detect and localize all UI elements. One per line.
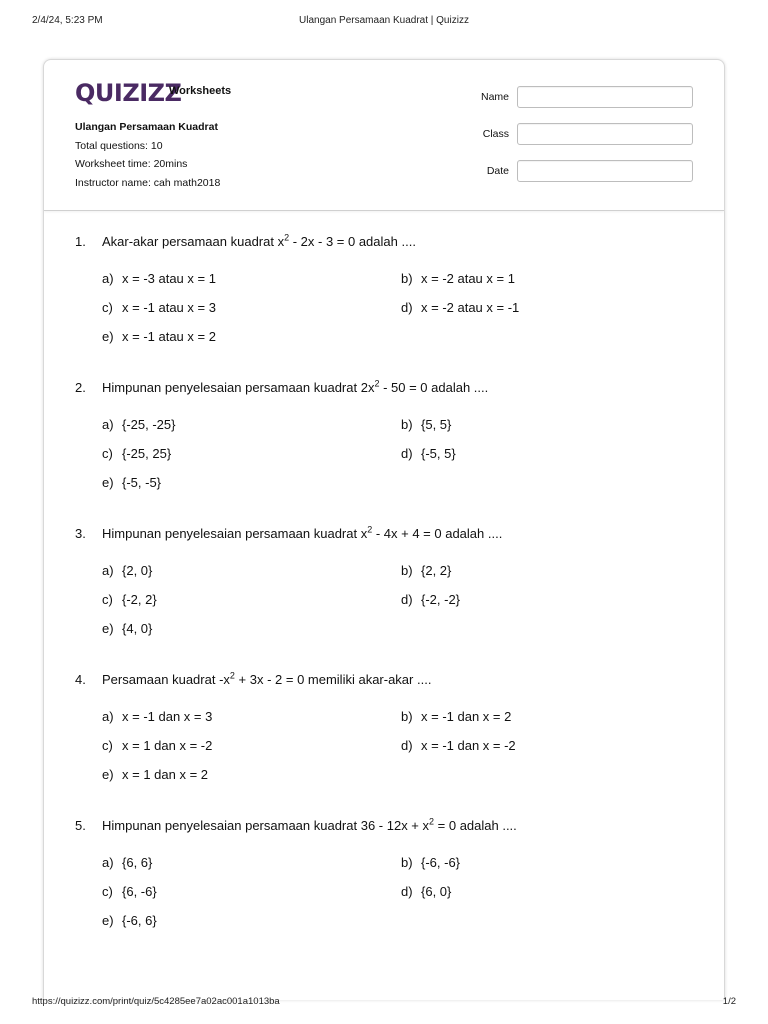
option-e: e) {4, 0} (102, 621, 153, 636)
print-page-number: 1/2 (722, 996, 736, 1007)
question-number: 2. (75, 380, 86, 395)
total-questions: Total questions: 10 (75, 139, 163, 152)
question-number: 5. (75, 818, 86, 833)
option-d: d) {6, 0} (401, 884, 452, 899)
option-a: a) x = -1 dan x = 3 (102, 709, 213, 724)
quizizz-logo (75, 80, 181, 106)
option-d: d) {-2, -2} (401, 592, 461, 607)
worksheet-sheet (43, 59, 725, 1000)
option-b: b) {-6, -6} (401, 855, 461, 870)
name-field[interactable] (517, 86, 693, 108)
logo-subtitle: Worksheets (169, 85, 232, 97)
print-page-title: Ulangan Persamaan Kuadrat | Quizizz (299, 15, 469, 26)
option-c: c) {-2, 2} (102, 592, 157, 607)
option-a: a) {6, 6} (102, 855, 153, 870)
class-field[interactable] (517, 123, 693, 145)
print-footer (32, 996, 736, 1010)
option-b: b) {5, 5} (401, 417, 452, 432)
print-header (32, 15, 736, 29)
question-text: Himpunan penyelesaian persamaan kuadrat $2x^2 - 50 = 0$ adalah .... (102, 378, 489, 395)
worksheet-meta (75, 118, 220, 192)
option-d: d) x = -2 atau x = -1 (401, 300, 520, 315)
worksheet-title: Ulangan Persamaan Kuadrat (75, 121, 218, 133)
question-text: Persamaan kuadrat $-x^2 + 3x - 2 = 0$ memiliki akar-akar .... (102, 670, 432, 687)
worksheet-time: Worksheet time: 20mins (75, 158, 188, 170)
question-text: Himpunan penyelesaian persamaan kuadrat $36 - 12x + x^2 = 0$ adalah .... (102, 816, 517, 833)
option-d: d) x = -1 dan x = -2 (401, 738, 516, 753)
logo-text: QUIZIZZ (75, 79, 182, 107)
option-a: a) {2, 0} (102, 563, 153, 578)
worksheet-header (44, 60, 724, 211)
option-c: c) {-25, 25} (102, 446, 172, 461)
option-b: b) {2, 2} (401, 563, 452, 578)
question-number: 1. (75, 234, 86, 249)
print-url: https://quizizz.com/print/quiz/5c4285ee7a02ac001a1013ba (32, 996, 280, 1007)
question-text: Himpunan penyelesaian persamaan kuadrat $x^2 - 4x + 4 = 0$ adalah .... (102, 524, 503, 541)
option-a: a) x = -3 atau x = 1 (102, 271, 216, 286)
option-c: c) x = -1 atau x = 3 (102, 300, 216, 315)
date-field[interactable] (517, 160, 693, 182)
instructor-name: Instructor name: cah math2018 (75, 176, 221, 189)
question-number: 3. (75, 526, 86, 541)
question-number: 4. (75, 672, 86, 687)
option-e: e) x = -1 atau x = 2 (102, 329, 216, 344)
option-e: e) {-5, -5} (102, 475, 162, 490)
question-text: Akar-akar persamaan kuadrat $x^2 - 2x - 3 = 0$ adalah .... (102, 232, 416, 249)
option-e: e) x = 1 dan x = 2 (102, 767, 209, 782)
option-d: d) {-5, 5} (401, 446, 456, 461)
option-c: c) x = 1 dan x = -2 (102, 738, 213, 753)
option-b: b) x = -1 dan x = 2 (401, 709, 512, 724)
name-label: Name (480, 91, 509, 103)
option-c: c) {6, -6} (102, 884, 157, 899)
option-a: a) {-25, -25} (102, 417, 176, 432)
class-label: Class (482, 128, 509, 140)
option-e: e) {-6, 6} (102, 913, 157, 928)
option-b: b) x = -2 atau x = 1 (401, 271, 515, 286)
print-datetime: 2/4/24, 5:23 PM (32, 15, 103, 26)
date-label: Date (486, 165, 509, 177)
